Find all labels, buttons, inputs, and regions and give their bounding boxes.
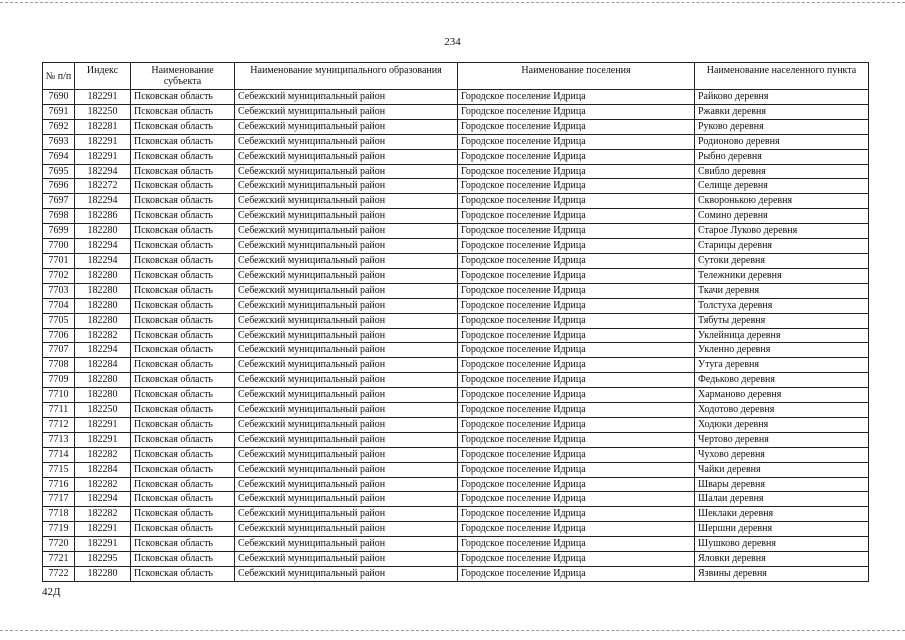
table-row	[43, 149, 869, 164]
cell-number: 7710	[43, 388, 75, 403]
cell-number: 7711	[43, 403, 75, 418]
bottom-scan-edge	[0, 630, 905, 631]
cell-index: 182291	[75, 522, 131, 537]
cell-municipality: Себежский муниципальный район	[235, 283, 458, 298]
table-row	[43, 477, 869, 492]
header-settlement: Наименование поселения	[458, 63, 695, 90]
cell-municipality: Себежский муниципальный район	[235, 358, 458, 373]
table-row	[43, 119, 869, 134]
cell-locality: Рыбно деревня	[695, 149, 869, 164]
cell-settlement: Городское поселение Идрица	[458, 239, 695, 254]
cell-subject: Псковская область	[131, 537, 235, 552]
cell-subject: Псковская область	[131, 134, 235, 149]
cell-subject: Псковская область	[131, 328, 235, 343]
footer-code: 42Д	[42, 586, 61, 598]
cell-index: 182272	[75, 179, 131, 194]
cell-number: 7721	[43, 552, 75, 567]
table-row	[43, 432, 869, 447]
cell-settlement: Городское поселение Идрица	[458, 298, 695, 313]
cell-index: 182250	[75, 104, 131, 119]
cell-locality: Родионово деревня	[695, 134, 869, 149]
cell-locality: Уклейница деревня	[695, 328, 869, 343]
cell-subject: Псковская область	[131, 552, 235, 567]
cell-locality: Чертово деревня	[695, 432, 869, 447]
cell-settlement: Городское поселение Идрица	[458, 119, 695, 134]
cell-settlement: Городское поселение Идрица	[458, 552, 695, 567]
cell-locality: Свибло деревня	[695, 164, 869, 179]
cell-index: 182280	[75, 388, 131, 403]
cell-locality: Язвины деревня	[695, 567, 869, 582]
cell-municipality: Себежский муниципальный район	[235, 462, 458, 477]
cell-municipality: Себежский муниципальный район	[235, 209, 458, 224]
cell-settlement: Городское поселение Идрица	[458, 537, 695, 552]
cell-municipality: Себежский муниципальный район	[235, 119, 458, 134]
cell-index: 182294	[75, 239, 131, 254]
header-number: № п/п	[43, 63, 75, 90]
cell-subject: Псковская область	[131, 253, 235, 268]
cell-index: 182280	[75, 313, 131, 328]
cell-settlement: Городское поселение Идрица	[458, 283, 695, 298]
header-municipality: Наименование муниципального образования	[235, 63, 458, 90]
header-row	[43, 63, 869, 90]
cell-settlement: Городское поселение Идрица	[458, 373, 695, 388]
table-row	[43, 313, 869, 328]
table-row	[43, 403, 869, 418]
cell-subject: Псковская область	[131, 417, 235, 432]
cell-subject: Псковская область	[131, 179, 235, 194]
cell-index: 182291	[75, 134, 131, 149]
cell-index: 182280	[75, 567, 131, 582]
table-header	[43, 63, 869, 90]
cell-municipality: Себежский муниципальный район	[235, 388, 458, 403]
table-row	[43, 283, 869, 298]
cell-number: 7708	[43, 358, 75, 373]
settlements-table	[42, 62, 869, 582]
cell-municipality: Себежский муниципальный район	[235, 417, 458, 432]
cell-municipality: Себежский муниципальный район	[235, 224, 458, 239]
cell-settlement: Городское поселение Идрица	[458, 194, 695, 209]
header-index: Индекс	[75, 63, 131, 90]
table-row	[43, 358, 869, 373]
cell-municipality: Себежский муниципальный район	[235, 253, 458, 268]
table-row	[43, 328, 869, 343]
table-row	[43, 552, 869, 567]
table-body	[43, 90, 869, 582]
cell-settlement: Городское поселение Идрица	[458, 567, 695, 582]
cell-settlement: Городское поселение Идрица	[458, 209, 695, 224]
cell-municipality: Себежский муниципальный район	[235, 537, 458, 552]
cell-municipality: Себежский муниципальный район	[235, 239, 458, 254]
cell-locality: Чайки деревня	[695, 462, 869, 477]
cell-number: 7698	[43, 209, 75, 224]
cell-number: 7707	[43, 343, 75, 358]
cell-locality: Шушково деревня	[695, 537, 869, 552]
cell-locality: Руково деревня	[695, 119, 869, 134]
cell-index: 182280	[75, 268, 131, 283]
table-row	[43, 298, 869, 313]
table-row	[43, 522, 869, 537]
cell-number: 7715	[43, 462, 75, 477]
cell-settlement: Городское поселение Идрица	[458, 462, 695, 477]
cell-subject: Псковская область	[131, 388, 235, 403]
cell-subject: Псковская область	[131, 432, 235, 447]
cell-locality: Утуга деревня	[695, 358, 869, 373]
cell-locality: Ткачи деревня	[695, 283, 869, 298]
cell-settlement: Городское поселение Идрица	[458, 313, 695, 328]
cell-municipality: Себежский муниципальный район	[235, 194, 458, 209]
cell-settlement: Городское поселение Идрица	[458, 253, 695, 268]
cell-index: 182291	[75, 149, 131, 164]
cell-locality: Селище деревня	[695, 179, 869, 194]
cell-subject: Псковская область	[131, 358, 235, 373]
cell-settlement: Городское поселение Идрица	[458, 388, 695, 403]
cell-settlement: Городское поселение Идрица	[458, 358, 695, 373]
cell-settlement: Городское поселение Идрица	[458, 492, 695, 507]
table-row	[43, 447, 869, 462]
cell-subject: Псковская область	[131, 224, 235, 239]
cell-municipality: Себежский муниципальный район	[235, 313, 458, 328]
cell-subject: Псковская область	[131, 462, 235, 477]
cell-subject: Псковская область	[131, 194, 235, 209]
cell-subject: Псковская область	[131, 283, 235, 298]
cell-number: 7718	[43, 507, 75, 522]
cell-index: 182294	[75, 194, 131, 209]
cell-index: 182282	[75, 507, 131, 522]
cell-subject: Псковская область	[131, 403, 235, 418]
cell-index: 182294	[75, 343, 131, 358]
cell-settlement: Городское поселение Идрица	[458, 179, 695, 194]
cell-locality: Сомино деревня	[695, 209, 869, 224]
cell-settlement: Городское поселение Идрица	[458, 134, 695, 149]
table-row	[43, 164, 869, 179]
cell-subject: Псковская область	[131, 119, 235, 134]
cell-locality: Чухово деревня	[695, 447, 869, 462]
cell-locality: Швары деревня	[695, 477, 869, 492]
cell-index: 182295	[75, 552, 131, 567]
cell-number: 7700	[43, 239, 75, 254]
cell-index: 182280	[75, 283, 131, 298]
cell-index: 182291	[75, 432, 131, 447]
top-scan-edge	[0, 2, 905, 3]
cell-subject: Псковская область	[131, 492, 235, 507]
cell-municipality: Себежский муниципальный район	[235, 343, 458, 358]
cell-settlement: Городское поселение Идрица	[458, 432, 695, 447]
cell-municipality: Себежский муниципальный район	[235, 179, 458, 194]
cell-municipality: Себежский муниципальный район	[235, 298, 458, 313]
cell-locality: Ржавки деревня	[695, 104, 869, 119]
table-row	[43, 253, 869, 268]
cell-locality: Скворонькою деревня	[695, 194, 869, 209]
cell-index: 182280	[75, 224, 131, 239]
cell-subject: Псковская область	[131, 209, 235, 224]
cell-settlement: Городское поселение Идрица	[458, 104, 695, 119]
cell-municipality: Себежский муниципальный район	[235, 164, 458, 179]
cell-index: 182281	[75, 119, 131, 134]
cell-number: 7712	[43, 417, 75, 432]
cell-locality: Тележники деревня	[695, 268, 869, 283]
cell-subject: Псковская область	[131, 90, 235, 105]
cell-index: 182294	[75, 164, 131, 179]
cell-subject: Псковская область	[131, 164, 235, 179]
cell-number: 7694	[43, 149, 75, 164]
cell-index: 182284	[75, 462, 131, 477]
cell-municipality: Себежский муниципальный район	[235, 432, 458, 447]
cell-settlement: Городское поселение Идрица	[458, 328, 695, 343]
table-row	[43, 462, 869, 477]
cell-subject: Псковская область	[131, 239, 235, 254]
cell-number: 7704	[43, 298, 75, 313]
cell-municipality: Себежский муниципальный район	[235, 268, 458, 283]
cell-number: 7697	[43, 194, 75, 209]
table-row	[43, 507, 869, 522]
table-row	[43, 492, 869, 507]
cell-municipality: Себежский муниципальный район	[235, 492, 458, 507]
table-row	[43, 268, 869, 283]
cell-municipality: Себежский муниципальный район	[235, 522, 458, 537]
cell-number: 7696	[43, 179, 75, 194]
cell-settlement: Городское поселение Идрица	[458, 447, 695, 462]
table-row	[43, 134, 869, 149]
cell-number: 7703	[43, 283, 75, 298]
cell-locality: Ходотово деревня	[695, 403, 869, 418]
page-number: 234	[444, 36, 461, 48]
cell-locality: Сутоки деревня	[695, 253, 869, 268]
cell-locality: Укленно деревня	[695, 343, 869, 358]
cell-number: 7701	[43, 253, 75, 268]
cell-index: 182291	[75, 417, 131, 432]
cell-locality: Райково деревня	[695, 90, 869, 105]
cell-number: 7690	[43, 90, 75, 105]
cell-settlement: Городское поселение Идрица	[458, 477, 695, 492]
cell-subject: Псковская область	[131, 507, 235, 522]
cell-number: 7705	[43, 313, 75, 328]
cell-index: 182280	[75, 373, 131, 388]
cell-subject: Псковская область	[131, 149, 235, 164]
cell-number: 7722	[43, 567, 75, 582]
cell-index: 182286	[75, 209, 131, 224]
cell-index: 182291	[75, 537, 131, 552]
cell-number: 7691	[43, 104, 75, 119]
cell-number: 7716	[43, 477, 75, 492]
cell-locality: Старое Луково деревня	[695, 224, 869, 239]
cell-locality: Шеклаки деревня	[695, 507, 869, 522]
cell-number: 7713	[43, 432, 75, 447]
header-subject: Наименование субъекта	[131, 63, 235, 90]
cell-number: 7706	[43, 328, 75, 343]
cell-settlement: Городское поселение Идрица	[458, 164, 695, 179]
table-row	[43, 194, 869, 209]
cell-subject: Псковская область	[131, 477, 235, 492]
cell-index: 182282	[75, 447, 131, 462]
cell-number: 7714	[43, 447, 75, 462]
cell-municipality: Себежский муниципальный район	[235, 149, 458, 164]
cell-locality: Шершни деревня	[695, 522, 869, 537]
cell-settlement: Городское поселение Идрица	[458, 343, 695, 358]
cell-locality: Старицы деревня	[695, 239, 869, 254]
table-row	[43, 239, 869, 254]
table-row	[43, 104, 869, 119]
cell-municipality: Себежский муниципальный район	[235, 477, 458, 492]
cell-subject: Псковская область	[131, 313, 235, 328]
cell-locality: Ходюки деревня	[695, 417, 869, 432]
cell-number: 7693	[43, 134, 75, 149]
table-row	[43, 179, 869, 194]
cell-index: 182291	[75, 90, 131, 105]
cell-index: 182294	[75, 253, 131, 268]
cell-municipality: Себежский муниципальный район	[235, 328, 458, 343]
cell-subject: Псковская область	[131, 373, 235, 388]
cell-subject: Псковская область	[131, 268, 235, 283]
cell-index: 182280	[75, 298, 131, 313]
table-row	[43, 417, 869, 432]
cell-number: 7720	[43, 537, 75, 552]
cell-municipality: Себежский муниципальный район	[235, 134, 458, 149]
cell-locality: Тябуты деревня	[695, 313, 869, 328]
cell-municipality: Себежский муниципальный район	[235, 403, 458, 418]
table-row	[43, 224, 869, 239]
table-row	[43, 388, 869, 403]
cell-subject: Псковская область	[131, 104, 235, 119]
cell-subject: Псковская область	[131, 298, 235, 313]
cell-settlement: Городское поселение Идрица	[458, 507, 695, 522]
cell-locality: Харманово деревня	[695, 388, 869, 403]
cell-subject: Псковская область	[131, 447, 235, 462]
cell-subject: Псковская область	[131, 343, 235, 358]
table-row	[43, 209, 869, 224]
cell-settlement: Городское поселение Идрица	[458, 522, 695, 537]
table-row	[43, 90, 869, 105]
cell-municipality: Себежский муниципальный район	[235, 447, 458, 462]
cell-locality: Толстуха деревня	[695, 298, 869, 313]
cell-settlement: Городское поселение Идрица	[458, 403, 695, 418]
cell-number: 7699	[43, 224, 75, 239]
header-locality: Наименование населенного пункта	[695, 63, 869, 90]
cell-municipality: Себежский муниципальный район	[235, 373, 458, 388]
cell-index: 182250	[75, 403, 131, 418]
cell-number: 7717	[43, 492, 75, 507]
cell-number: 7695	[43, 164, 75, 179]
cell-number: 7709	[43, 373, 75, 388]
cell-municipality: Себежский муниципальный район	[235, 104, 458, 119]
cell-settlement: Городское поселение Идрица	[458, 224, 695, 239]
cell-settlement: Городское поселение Идрица	[458, 417, 695, 432]
cell-subject: Псковская область	[131, 522, 235, 537]
table-row	[43, 537, 869, 552]
cell-index: 182294	[75, 492, 131, 507]
table-row	[43, 343, 869, 358]
cell-municipality: Себежский муниципальный район	[235, 507, 458, 522]
table-row	[43, 373, 869, 388]
cell-subject: Псковская область	[131, 567, 235, 582]
cell-number: 7719	[43, 522, 75, 537]
cell-locality: Шалаи деревня	[695, 492, 869, 507]
cell-locality: Федьково деревня	[695, 373, 869, 388]
cell-index: 182284	[75, 358, 131, 373]
cell-municipality: Себежский муниципальный район	[235, 90, 458, 105]
cell-municipality: Себежский муниципальный район	[235, 567, 458, 582]
cell-settlement: Городское поселение Идрица	[458, 149, 695, 164]
cell-index: 182282	[75, 328, 131, 343]
cell-municipality: Себежский муниципальный район	[235, 552, 458, 567]
table-row	[43, 567, 869, 582]
cell-settlement: Городское поселение Идрица	[458, 90, 695, 105]
cell-settlement: Городское поселение Идрица	[458, 268, 695, 283]
cell-number: 7702	[43, 268, 75, 283]
cell-index: 182282	[75, 477, 131, 492]
cell-locality: Яловки деревня	[695, 552, 869, 567]
cell-number: 7692	[43, 119, 75, 134]
